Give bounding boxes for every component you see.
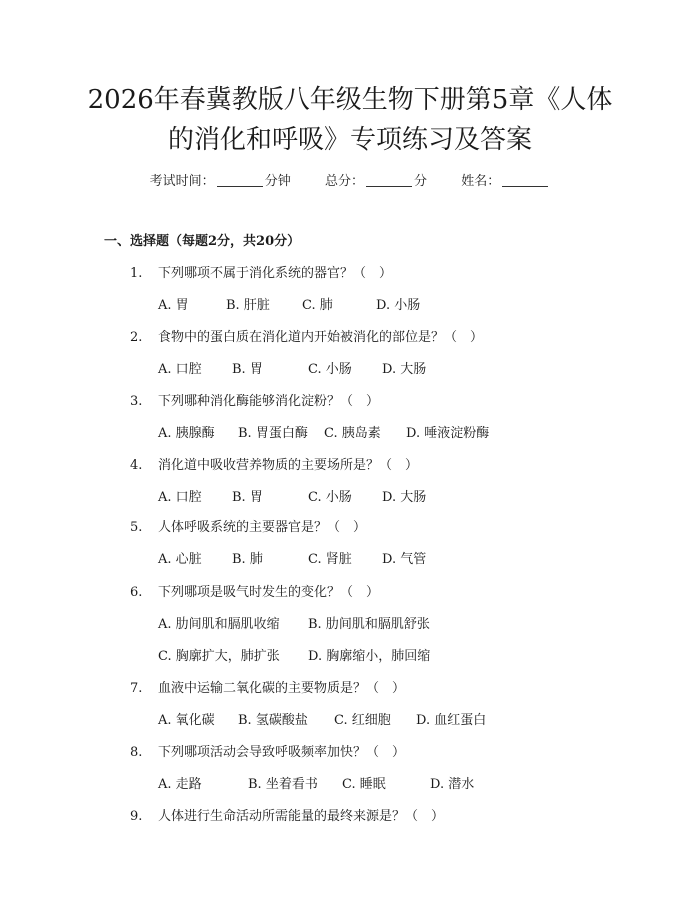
exam-info-line bbox=[0, 170, 700, 189]
question-number: 8. bbox=[130, 745, 143, 760]
option-a: A. 肋间肌和膈肌收缩 bbox=[158, 617, 280, 632]
option-b: B. 氢碳酸盐 bbox=[238, 713, 308, 728]
option-d: D. 气管 bbox=[382, 552, 427, 567]
section-title: 一、选择题（每题2分，共20分） bbox=[104, 234, 301, 249]
total-score-unit: 分 bbox=[414, 174, 428, 189]
question-text: 人体进行生命活动所需能量的最终来源是？（ ） bbox=[158, 809, 445, 824]
exam-time-unit: 分钟 bbox=[264, 174, 291, 189]
question-number: 9. bbox=[130, 809, 143, 824]
option-a: A. 走路 bbox=[158, 777, 202, 792]
option-a: A. 胰腺酶 bbox=[158, 426, 215, 441]
option-c: C. 肺 bbox=[302, 298, 333, 313]
question-number: 3. bbox=[130, 394, 143, 409]
option-a: A. 口腔 bbox=[158, 490, 202, 505]
option-d: D. 小肠 bbox=[376, 298, 421, 313]
name-label: 姓名： bbox=[461, 174, 501, 189]
document-title: 2026年春冀教版八年级生物下册第5章《人体的消化和呼吸》专项练习及答案 bbox=[87, 85, 613, 155]
option-d: D. 血红蛋白 bbox=[416, 713, 487, 728]
option-d: D. 唾液淀粉酶 bbox=[406, 426, 490, 441]
option-b: B. 胃 bbox=[232, 490, 263, 505]
question-2-options bbox=[158, 358, 426, 377]
question-number: 5. bbox=[130, 520, 143, 535]
question-text: 下列哪项活动会导致呼吸频率加快？（ ） bbox=[158, 745, 406, 760]
question-number: 6. bbox=[130, 585, 143, 600]
name-blank bbox=[502, 173, 548, 187]
question-6-options-row-2 bbox=[158, 645, 430, 664]
exam-time-label: 考试时间： bbox=[149, 174, 215, 189]
question-9 bbox=[130, 805, 444, 824]
question-text: 食物中的蛋白质在消化道内开始被消化的部位是？（ ） bbox=[158, 330, 484, 345]
option-b: B. 肺 bbox=[232, 552, 263, 567]
question-text: 下列哪项是吸气时发生的变化？（ ） bbox=[158, 585, 380, 600]
question-1 bbox=[130, 262, 392, 281]
option-c: C. 睡眠 bbox=[342, 777, 386, 792]
option-c: C. 红细胞 bbox=[334, 713, 391, 728]
total-score-blank bbox=[366, 173, 412, 187]
question-number: 2. bbox=[130, 330, 143, 345]
question-number: 4. bbox=[130, 458, 143, 473]
question-2 bbox=[130, 326, 483, 345]
option-c: C. 小肠 bbox=[308, 490, 352, 505]
option-b: B. 胃蛋白酶 bbox=[238, 426, 308, 441]
option-a: A. 口腔 bbox=[158, 362, 202, 377]
option-b: B. 肝脏 bbox=[226, 298, 270, 313]
question-4 bbox=[130, 454, 418, 473]
option-b: B. 肋间肌和膈肌舒张 bbox=[308, 617, 430, 632]
option-b: B. 坐着看书 bbox=[248, 777, 318, 792]
option-d: D. 大肠 bbox=[382, 490, 427, 505]
question-text: 下列哪种消化酶能够消化淀粉？（ ） bbox=[158, 394, 380, 409]
question-5-options bbox=[158, 548, 426, 567]
option-c: C. 肾脏 bbox=[308, 552, 352, 567]
option-a: A. 胃 bbox=[158, 298, 189, 313]
question-text: 血液中运输二氧化碳的主要物质是？（ ） bbox=[158, 681, 406, 696]
question-1-options bbox=[158, 294, 420, 313]
question-7 bbox=[130, 677, 405, 696]
question-number: 7. bbox=[130, 681, 143, 696]
option-d: D. 潜水 bbox=[430, 777, 475, 792]
question-4-options bbox=[158, 486, 426, 505]
total-score-label: 总分： bbox=[324, 174, 364, 189]
question-3-options bbox=[158, 422, 489, 441]
question-6-options-row-1 bbox=[158, 613, 430, 632]
question-text: 人体呼吸系统的主要器官是？（ ） bbox=[158, 520, 367, 535]
question-7-options bbox=[158, 709, 486, 728]
option-c: C. 胸廓扩大，肺扩张 bbox=[158, 649, 280, 664]
option-a: A. 氧化碳 bbox=[158, 713, 215, 728]
question-8-options bbox=[158, 773, 474, 792]
option-c: C. 胰岛素 bbox=[324, 426, 381, 441]
question-5 bbox=[130, 516, 366, 535]
question-number: 1. bbox=[130, 266, 143, 281]
exam-time-blank bbox=[217, 173, 263, 187]
option-d: D. 大肠 bbox=[382, 362, 427, 377]
option-b: B. 胃 bbox=[232, 362, 263, 377]
question-text: 下列哪项不属于消化系统的器官？（ ） bbox=[158, 266, 393, 281]
option-a: A. 心脏 bbox=[158, 552, 202, 567]
question-3 bbox=[130, 390, 379, 409]
question-text: 消化道中吸收营养物质的主要场所是？（ ） bbox=[158, 458, 419, 473]
option-c: C. 小肠 bbox=[308, 362, 352, 377]
option-d: D. 胸廓缩小，肺回缩 bbox=[308, 649, 431, 664]
question-8 bbox=[130, 741, 405, 760]
question-6 bbox=[130, 581, 379, 600]
